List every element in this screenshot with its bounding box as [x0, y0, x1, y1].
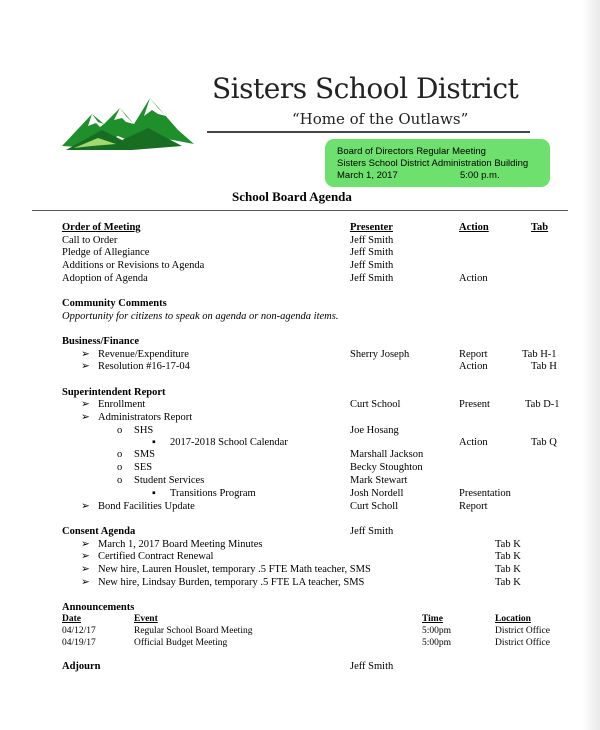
action: Presentation: [459, 488, 511, 499]
announcement-location: District Office: [495, 626, 550, 636]
agenda-title: School Board Agenda: [232, 189, 352, 204]
presenter: Sherry Joseph: [350, 349, 410, 360]
meeting-time: 5:00 p.m.: [460, 170, 500, 181]
presenter: Jeff Smith: [350, 247, 394, 258]
section-heading-business: Business/Finance: [62, 336, 140, 347]
agenda-item: Transitions Program: [170, 488, 256, 499]
bullet-square-icon: ▪: [152, 488, 156, 499]
tab-ref: Tab K: [495, 539, 521, 550]
action: Action: [459, 273, 488, 284]
tab-ref: Tab K: [495, 551, 521, 562]
meeting-location: Sisters School District Administration Building: [337, 158, 529, 169]
presenter: Becky Stoughton: [350, 462, 423, 473]
action: Action: [459, 437, 488, 448]
action: Present: [459, 399, 490, 410]
col-date: Date: [62, 614, 81, 624]
adjourn-label: Adjourn: [62, 661, 101, 672]
agenda-item: Pledge of Allegiance: [62, 247, 150, 258]
agenda-item: Certified Contract Renewal: [98, 551, 214, 562]
presenter: Jeff Smith: [350, 273, 394, 284]
district-name: Sisters School District: [212, 72, 519, 105]
announcement-time: 5:00pm: [422, 638, 452, 648]
announcement-location: District Office: [495, 638, 550, 648]
announcement-date: 04/12/17: [62, 626, 96, 636]
agenda-item: SES: [134, 462, 153, 473]
bullet-arrow-icon: ➢: [81, 361, 90, 372]
announcement-event: Regular School Board Meeting: [134, 626, 253, 636]
action: Report: [459, 349, 488, 360]
presenter: Curt Scholl: [350, 501, 399, 512]
section-heading-superintendent: Superintendent Report: [62, 387, 166, 398]
presenter: Mark Stewart: [350, 475, 408, 486]
tagline: “Home of the Outlaws”: [292, 110, 469, 128]
agenda-item: Adoption of Agenda: [62, 273, 148, 284]
presenter: Jeff Smith: [350, 661, 394, 672]
presenter: Jeff Smith: [350, 526, 394, 537]
agenda-item: Bond Facilities Update: [98, 501, 195, 512]
tab-ref: Tab D-1: [525, 399, 560, 410]
agenda-item: New hire, Lindsay Burden, temporary .5 FTE LA teacher, SMS: [98, 577, 365, 588]
agenda-item: March 1, 2017 Board Meeting Minutes: [98, 539, 263, 550]
col-tab: Tab: [531, 222, 549, 233]
col-order-of-meeting: Order of Meeting: [62, 222, 141, 233]
bullet-arrow-icon: ➢: [81, 564, 90, 575]
section-heading-announcements: Announcements: [62, 602, 135, 613]
agenda-item: Resolution #16-17-04: [98, 361, 190, 372]
agenda-item: SHS: [134, 425, 154, 436]
col-event: Event: [134, 614, 158, 624]
bullet-circle-icon: o: [117, 449, 123, 460]
presenter: Joe Hosang: [350, 425, 399, 436]
agenda-item: Administrators Report: [98, 412, 193, 423]
agenda-item: Call to Order: [62, 235, 118, 246]
header-rule: [207, 131, 530, 133]
announcement-date: 04/19/17: [62, 638, 96, 648]
agenda-item: SMS: [134, 449, 156, 460]
bullet-square-icon: ▪: [152, 437, 156, 448]
presenter: Josh Nordell: [350, 488, 404, 499]
section-heading-consent: Consent Agenda: [62, 526, 136, 537]
agenda-item: 2017-2018 School Calendar: [170, 437, 288, 448]
agenda-item: Student Services: [134, 475, 205, 486]
bullet-arrow-icon: ➢: [81, 539, 90, 550]
bullet-arrow-icon: ➢: [81, 412, 90, 423]
bullet-arrow-icon: ➢: [81, 399, 90, 410]
section-heading-community: Community Comments: [62, 298, 167, 309]
announcement-time: 5:00pm: [422, 626, 452, 636]
presenter: Marshall Jackson: [350, 449, 424, 460]
meeting-type: Board of Directors Regular Meeting: [337, 146, 486, 157]
agenda-item: Enrollment: [98, 399, 146, 410]
tab-ref: Tab Q: [531, 437, 557, 448]
bullet-circle-icon: o: [117, 462, 123, 473]
announcement-event: Official Budget Meeting: [134, 638, 228, 648]
col-location: Location: [495, 614, 531, 624]
bullet-arrow-icon: ➢: [81, 501, 90, 512]
meeting-date: March 1, 2017: [337, 170, 398, 181]
bullet-arrow-icon: ➢: [81, 577, 90, 588]
community-note: Opportunity for citizens to speak on agenda or non-agenda items.: [62, 311, 339, 322]
bullet-arrow-icon: ➢: [81, 349, 90, 360]
presenter: Curt School: [350, 399, 401, 410]
presenter: Jeff Smith: [350, 235, 394, 246]
tab-ref: Tab K: [495, 577, 521, 588]
tab-ref: Tab H-1: [522, 349, 557, 360]
col-action: Action: [459, 222, 489, 233]
page-edge-shadow: [582, 0, 600, 730]
col-presenter: Presenter: [350, 222, 393, 233]
mountains-logo-icon: [62, 94, 202, 154]
agenda-item: Additions or Revisions to Agenda: [62, 260, 205, 271]
action: Action: [459, 361, 488, 372]
agenda-item: New hire, Lauren Houslet, temporary .5 FTE Math teacher, SMS: [98, 564, 371, 575]
bullet-circle-icon: o: [117, 425, 123, 436]
presenter: Jeff Smith: [350, 260, 394, 271]
tab-ref: Tab K: [495, 564, 521, 575]
action: Report: [459, 501, 488, 512]
bullet-arrow-icon: ➢: [81, 551, 90, 562]
col-time: Time: [422, 614, 443, 624]
tab-ref: Tab H: [531, 361, 557, 372]
title-rule: [32, 210, 568, 211]
bullet-circle-icon: o: [117, 475, 123, 486]
agenda-item: Revenue/Expenditure: [98, 349, 189, 360]
